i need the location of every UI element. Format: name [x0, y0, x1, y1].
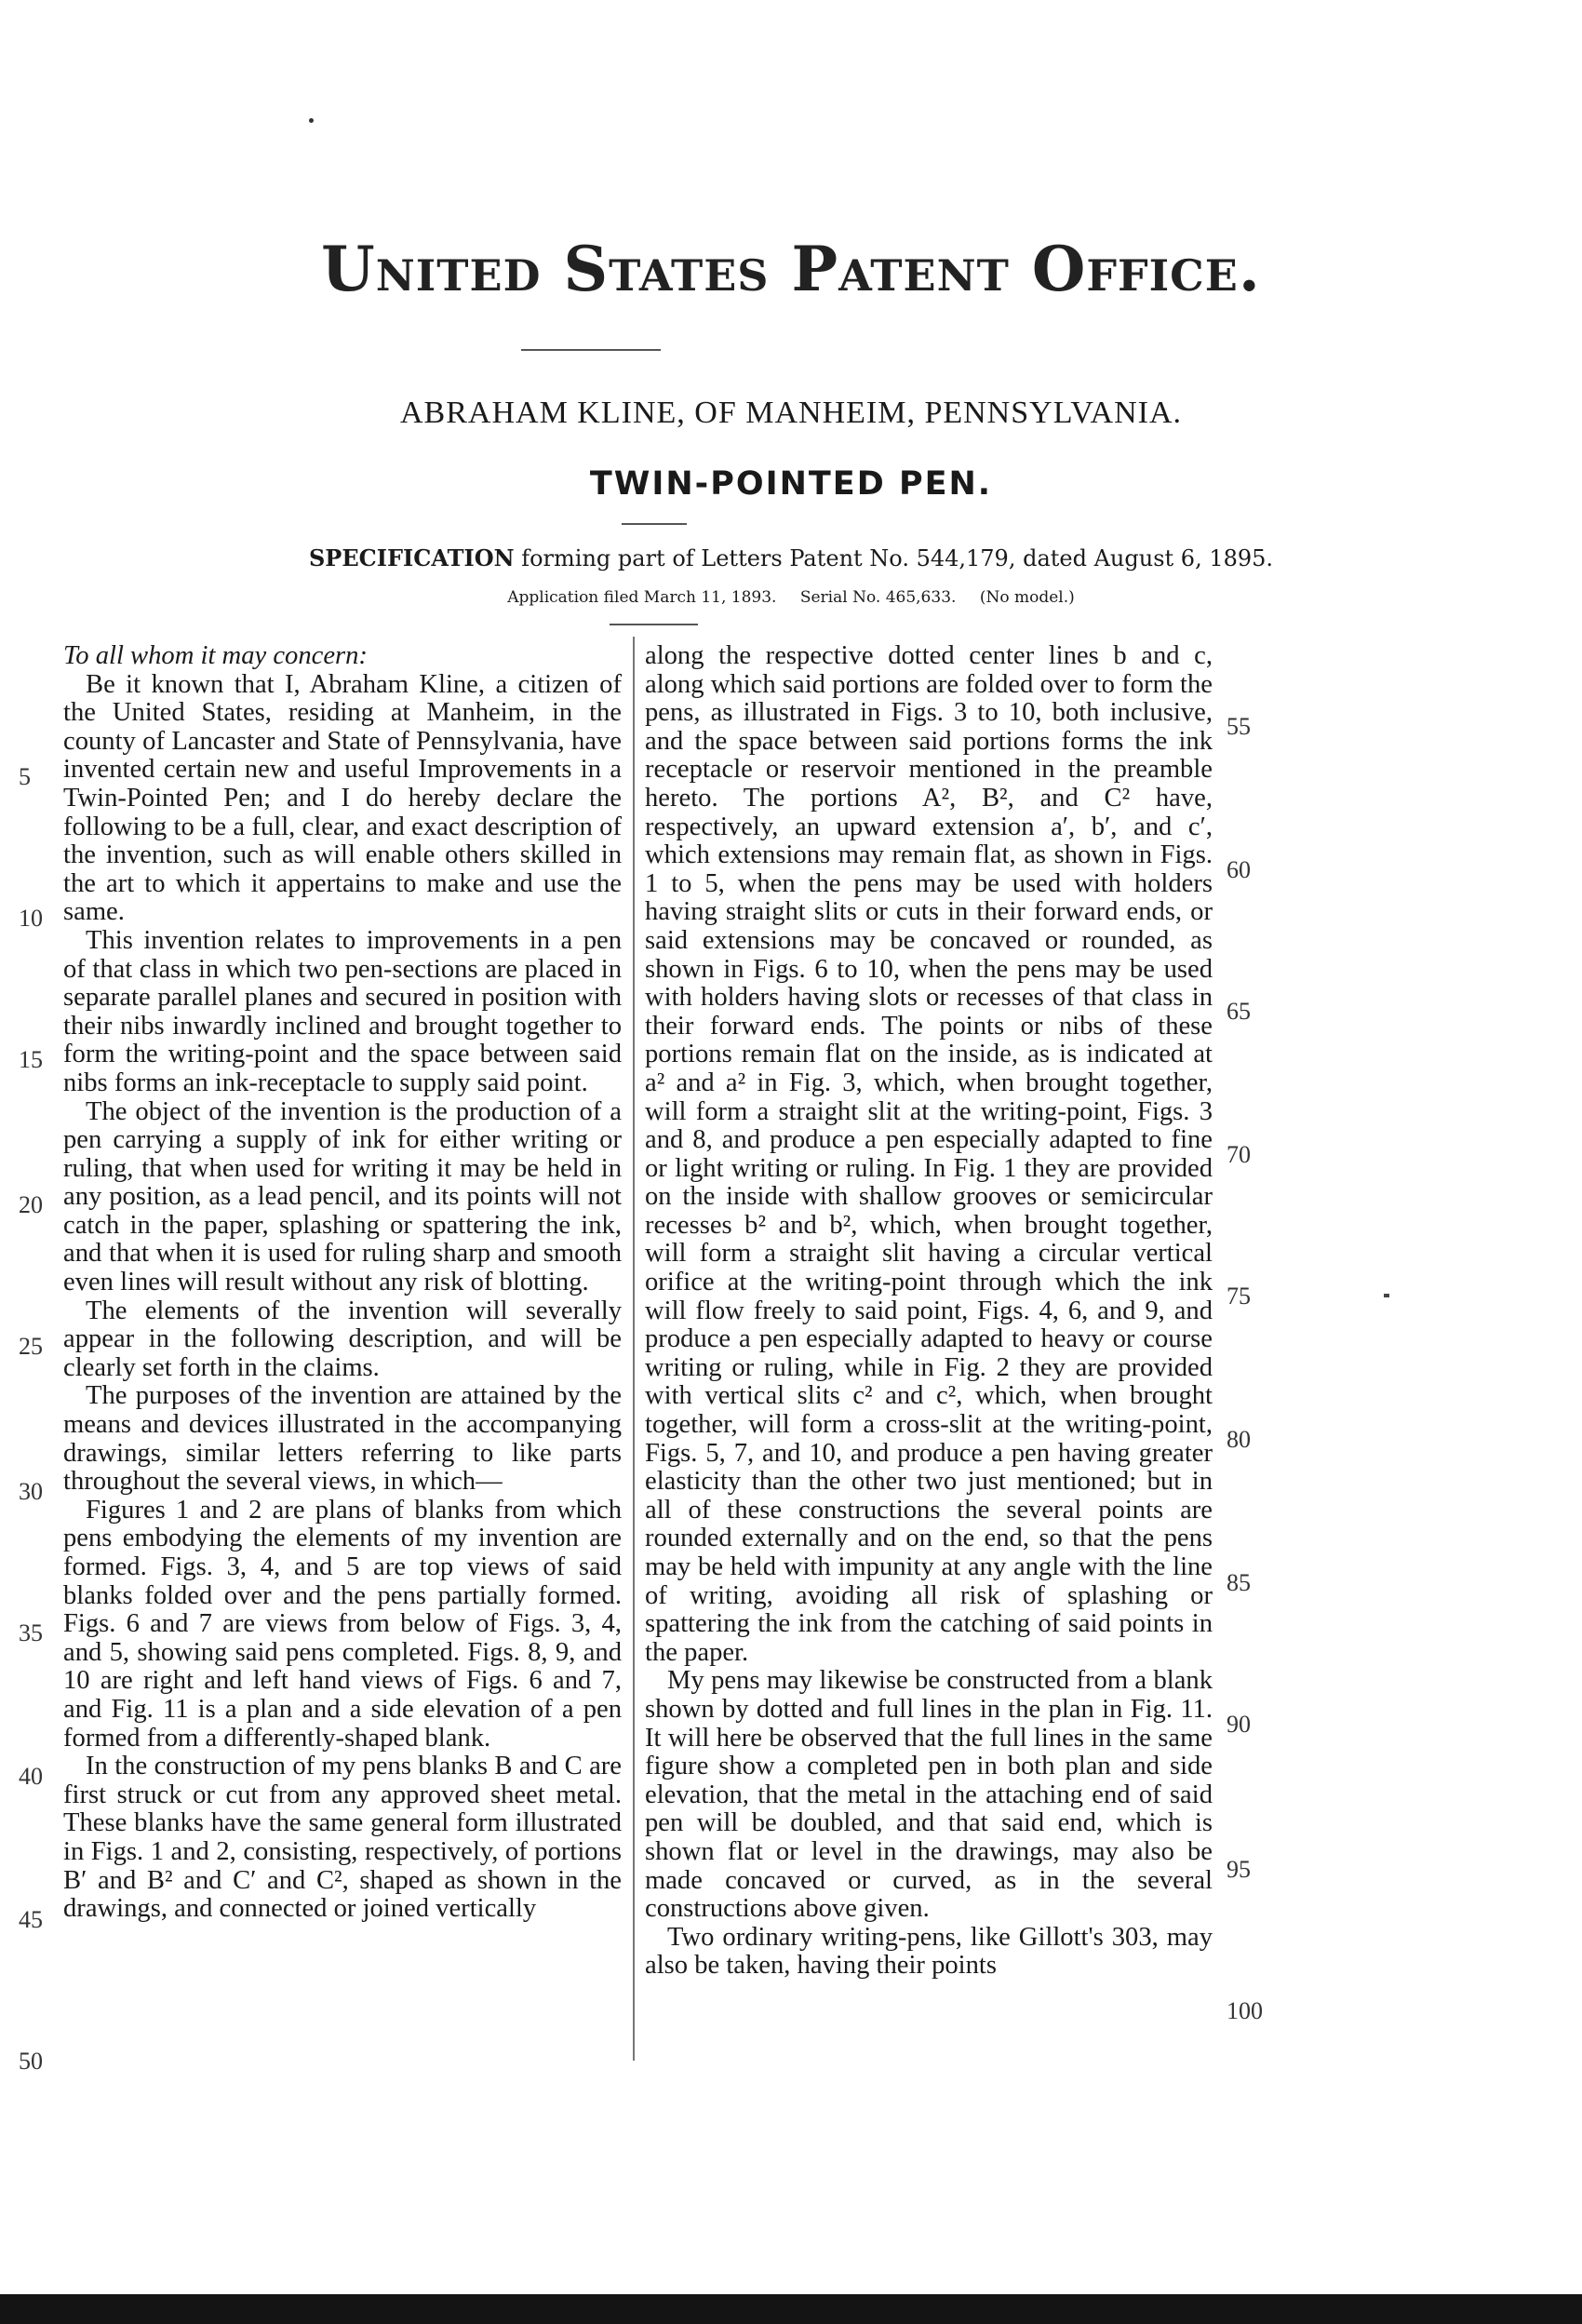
inventor-line: ABRAHAM KLINE, OF MANHEIM, PENNSYLVANIA.: [400, 396, 1182, 430]
column-divider: [633, 637, 635, 2061]
left-column: [63, 642, 622, 1924]
right-column: [645, 642, 1213, 1981]
specification-lead: SPECIFICATION: [308, 544, 515, 571]
line-number: 15: [19, 1046, 43, 1073]
paragraph: This invention relates to improvements in a pen of that class in which two pen-sections are placed in separate parallel planes and secured in position with their nibs inwardly inclined and brought together to form the writing-point and the space between said nibs forms an ink-receptacle to supply said point.: [63, 925, 622, 1097]
scan-edge: [0, 2294, 1582, 2324]
speck-mark: [309, 118, 314, 123]
paragraph: along the respective dotted center lines b and c, along which said portions are folded over to form the pens, as illustrated in Figs. 3 to 10, both inclusive, and the space between said portions forms the ink receptacle or reservoir mentioned in the preamble hereto. The portions A², B², and C² have, respectively, an upward extension a′, b′, and c′, which extensions may remain flat, as shown in Figs. 1 to 5, when the pens may be used with holders having straight slits or cuts in their forward ends, or said extensions may be concaved or rounded, as shown in Figs. 6 to 10, when the pens may be used with holders having slots or recesses of that class in their forward ends. The points or nibs of these portions remain flat on the inside, as is indicated at a² and a² in Fig. 3, which, when brought together, will form a straight slit at the writing-point, Figs. 3 and 8, and produce a pen especially adapted to fine or light writing or ruling. In Fig. 1 they are provided on the inside with shallow grooves or semicircular recesses b² and b², which, when brought together, will form a straight slit having a circular vertical orifice at the writing-point through which the ink will flow freely to said point, Figs. 4, 6, and 9, and produce a pen especially adapted to heavy or course writing or ruling, while in Fig. 2 they are provided with vertical slits c² and c², which, when brought together, will form a cross-slit at the writing-point, Figs. 5, 7, and 10, and produce a pen having greater elasticity than the other two just mentioned; but in all of these constructions the several points are rounded externally and on the end, so that the pens may be held with impunity at any angle with the line of writing, avoiding all risk of splashing or spattering the ink from the catching of said points in the paper.: [645, 641, 1213, 1667]
paragraph: The object of the invention is the production of a pen carrying a supply of ink for either writing or ruling, that when used for writing it may be held in any position, as a lead pencil, and its points will not catch in the paper, splashing or spattering the ink, and that when it is used for ruling sharp and smooth even lines will result without any risk of blotting.: [63, 1096, 622, 1297]
line-number: 35: [19, 1619, 43, 1646]
line-number: 50: [19, 2048, 43, 2075]
office-title: United States Patent Office.: [321, 233, 1261, 305]
line-number: 80: [1227, 1426, 1251, 1453]
speck-mark: [1384, 1294, 1389, 1297]
paragraph: In the construction of my pens blanks B and C are first struck or cut from any approved sheet metal. These blanks have the same general form illustrated in Figs. 1 and 2, consisting, respectively, of portions B′ and B² and C′ and C², shaped as shown in the drawings, and connected or joined vertically: [63, 1752, 622, 1924]
paragraph: Figures 1 and 2 are plans of blanks from which pens embodying the elements of my invention are formed. Figs. 3, 4, and 5 are top views of said blanks folded over and the pens partially formed. Figs. 6 and 7 are views from below of Figs. 3, 4, and 5, showing said pens completed. Figs. 8, 9, and 10 are right and left hand views of Figs. 6 and 7, and Fig. 11 is a plan and a side elevation of a pen formed from a differently-shaped blank.: [63, 1495, 622, 1753]
line-number: 70: [1227, 1141, 1251, 1168]
line-number: 45: [19, 1906, 43, 1933]
line-number: 25: [19, 1333, 43, 1360]
divider-rule: [521, 349, 661, 351]
line-number: 40: [19, 1763, 43, 1790]
paragraph: The purposes of the invention are attained by the means and devices illustrated in the accompanying drawings, similar letters referring to like parts throughout the several views, in which—: [63, 1381, 622, 1497]
paragraph: Two ordinary writing-pens, like Gillott's 303, may also be taken, having their points: [645, 1922, 1213, 1981]
line-number: 30: [19, 1478, 43, 1505]
salutation: To all whom it may concern:: [63, 641, 368, 670]
specification-line: [0, 544, 1582, 571]
serial-number: Serial No. 465,633.: [799, 588, 957, 607]
application-date: Application filed March 11, 1893.: [507, 588, 777, 607]
paragraph: The elements of the invention will severally appear in the following description, and will be clearly set forth in the claims.: [63, 1296, 622, 1382]
line-number: 20: [19, 1191, 43, 1218]
line-number: 10: [19, 905, 43, 932]
model-note: (No model.): [979, 588, 1075, 607]
line-number: 90: [1227, 1711, 1251, 1738]
paragraph: My pens may likewise be constructed from a blank shown by dotted and full lines in the plan in Fig. 11. It will here be observed that the full lines in the same figure show a completed pen in both plan and side elevation, that the metal in the attaching end of said pen will be doubled, and that said end, which is shown flat or level in the drawings, may also be made concaved or curved, as in the several constructions above given.: [645, 1666, 1213, 1924]
line-number: 95: [1227, 1856, 1251, 1883]
divider-rule: [610, 624, 698, 625]
line-number: 75: [1227, 1283, 1251, 1310]
application-line: [0, 588, 1582, 607]
line-number: 60: [1227, 856, 1251, 883]
line-number: 5: [19, 763, 31, 790]
line-number: 85: [1227, 1569, 1251, 1596]
specification-text: forming part of Letters Patent No. 544,179, dated August 6, 1895.: [521, 545, 1274, 571]
line-number: 55: [1227, 713, 1251, 740]
paragraph: Be it known that I, Abraham Kline, a citizen of the United States, residing at Manheim, in the county of Lancaster and State of Pennsylvania, have invented certain new and useful Improvements in a Twin-Pointed Pen; and I do hereby declare the following to be a full, clear, and exact description of the invention, such as will enable others skilled in the art to which it appertains to make and use the same.: [63, 669, 622, 927]
invention-title: TWIN-POINTED PEN.: [589, 465, 993, 503]
divider-rule: [622, 523, 687, 525]
line-number: 100: [1227, 1997, 1263, 2024]
line-number: 65: [1227, 998, 1251, 1025]
